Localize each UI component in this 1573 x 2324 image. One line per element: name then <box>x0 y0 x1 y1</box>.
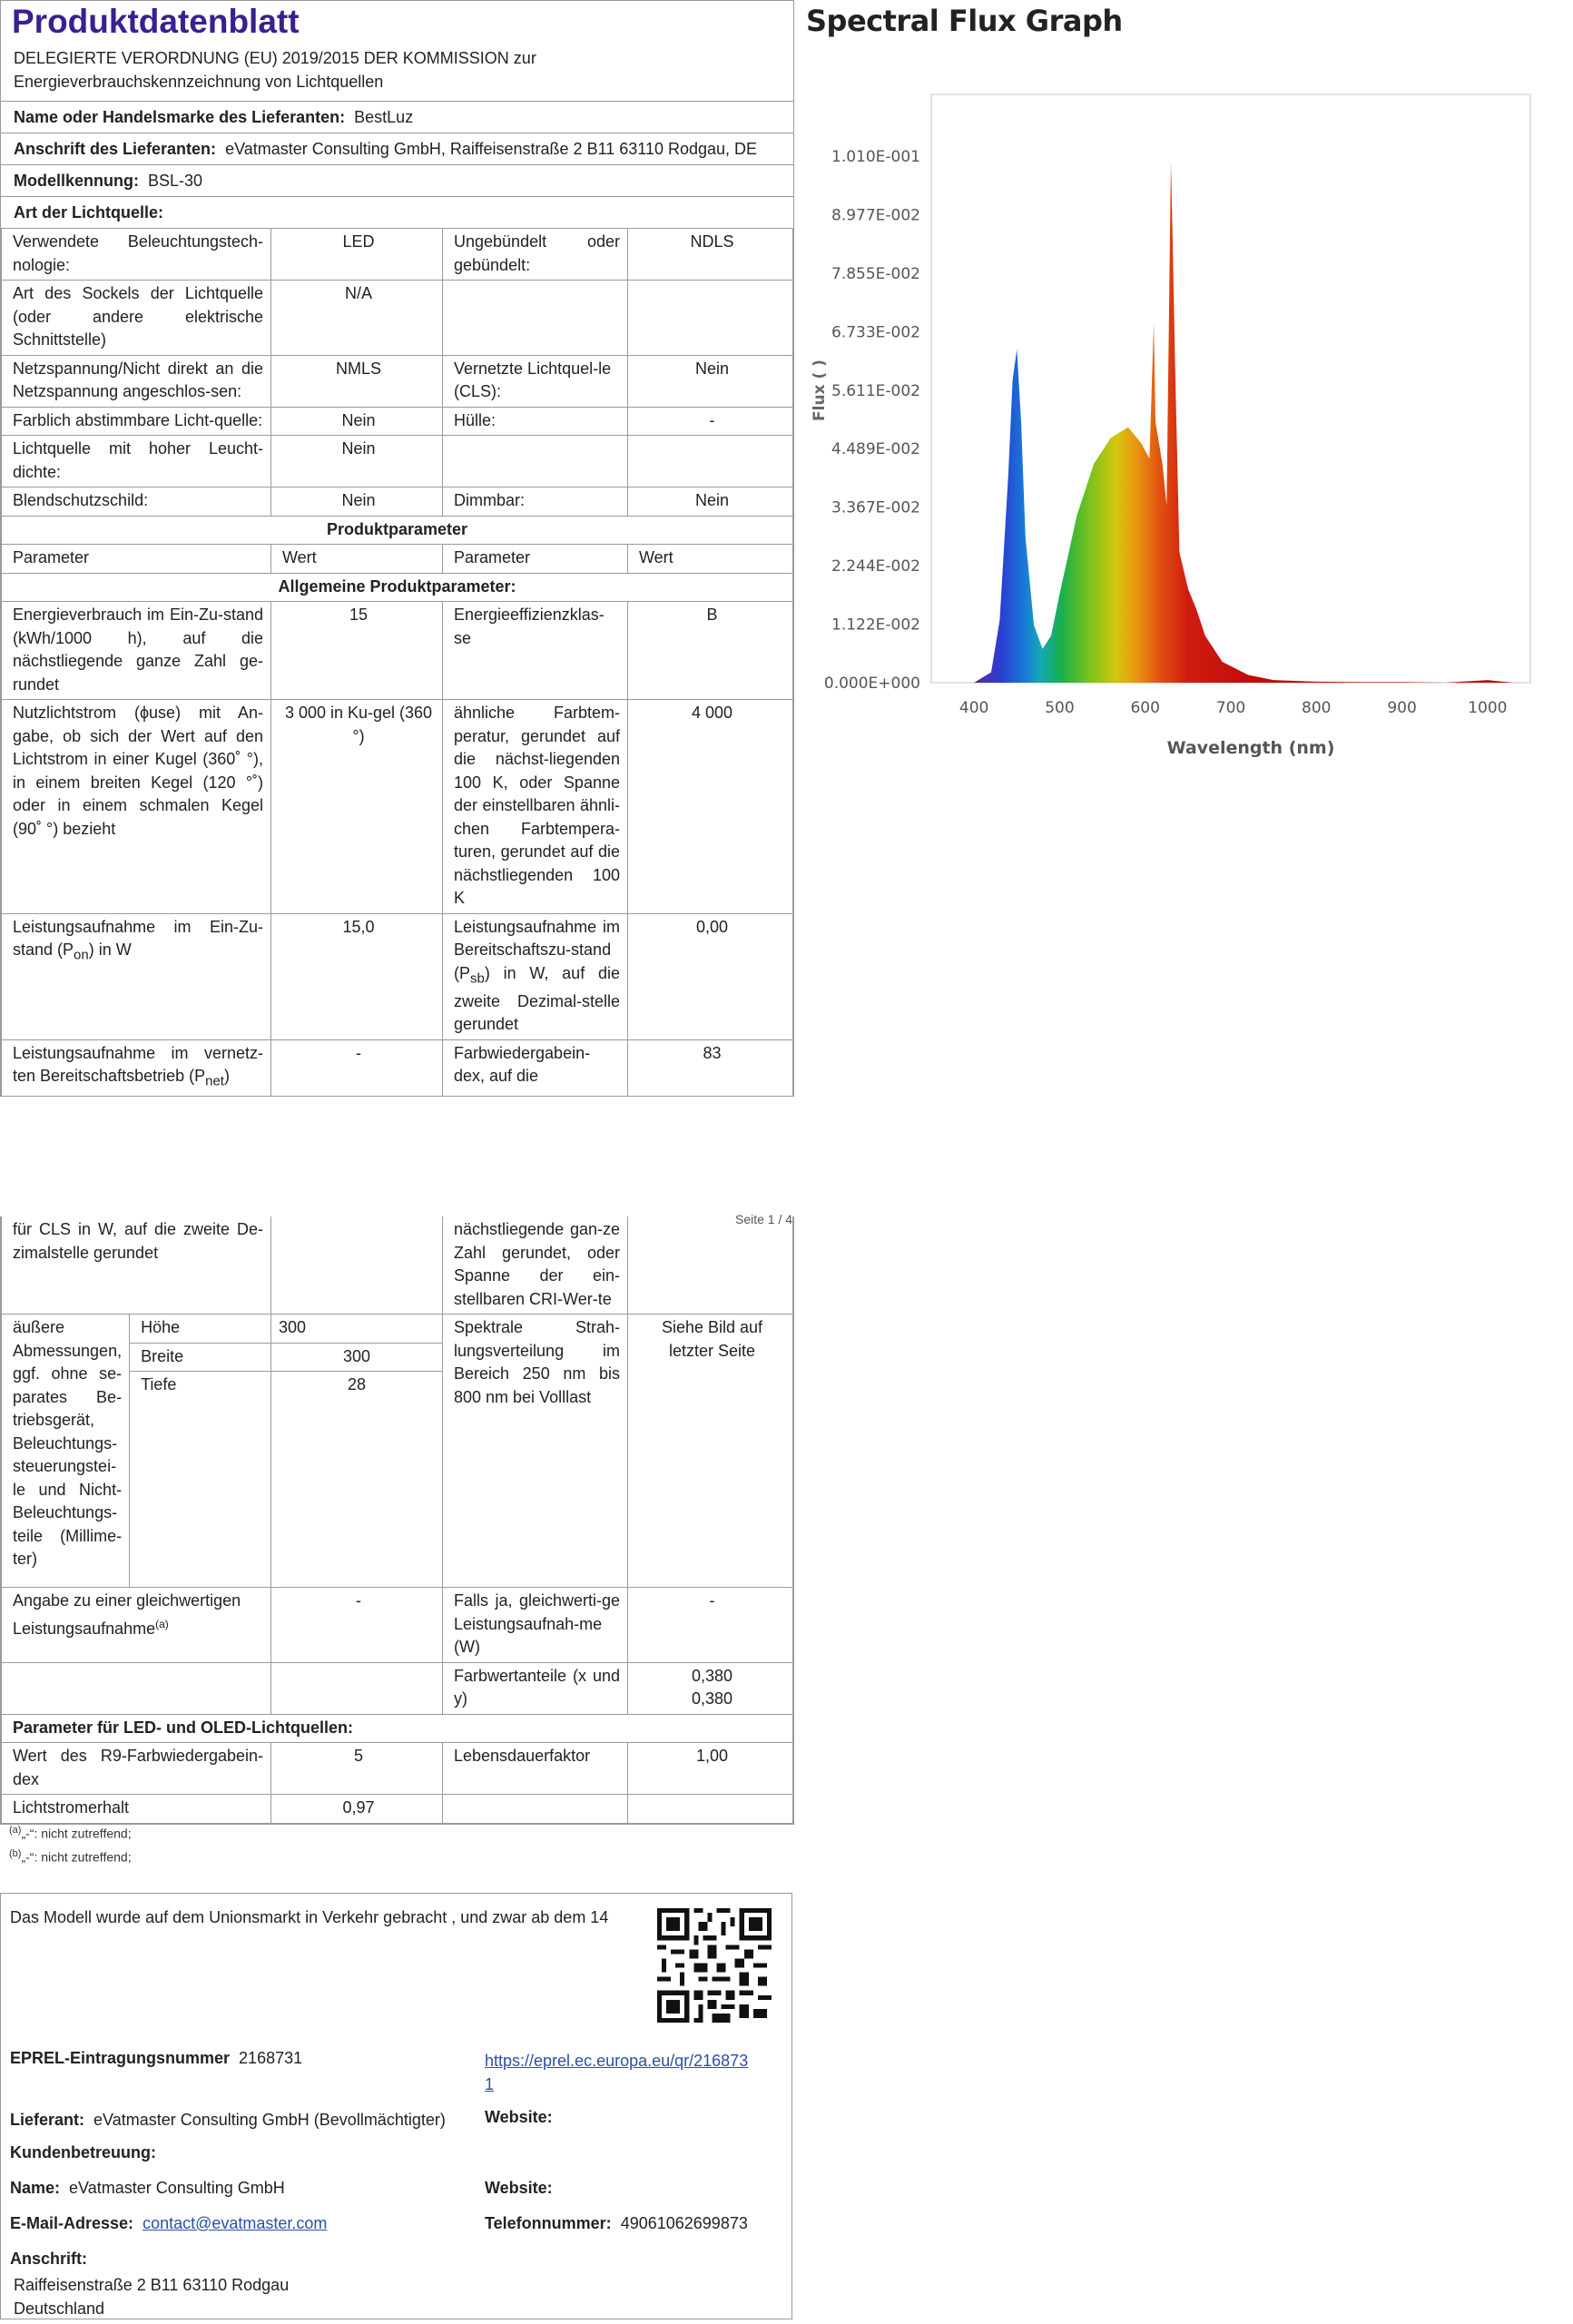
y-tick-label: 3.367E-002 <box>831 498 920 517</box>
support-name: eVatmaster Consulting GmbH <box>69 2179 285 2197</box>
product-datasheet <box>0 0 794 1097</box>
table-row: Farbwertanteile (x und y) 0,380 0,380 <box>2 1662 793 1714</box>
table-row: Leistungsaufnahme im vernetz-ten Bereitschaftsbetrieb $(P_{net})$ - Farbwiedergabein-dex, auf die 83 <box>2 1039 793 1097</box>
table-row: Lichtstromerhalt 0,97 <box>2 1795 793 1824</box>
y-tick-label: 4.489E-002 <box>831 440 920 459</box>
supplier-address: eVatmaster Consulting GmbH, Raiffeisenstraße 2 B11 63110 Rodgau, DE <box>225 140 758 158</box>
width-value: 300 <box>271 1344 442 1373</box>
table-row: Blendschutzschild: Nein Dimmbar: Nein <box>2 487 793 517</box>
product-params-header: Produktparameter <box>2 516 793 545</box>
light-source-type-row: Art der Lichtquelle: <box>1 196 793 228</box>
table-header-row: Parameter Wert Parameter Wert <box>2 545 793 574</box>
dimensions-label: äußere Abmessungen, ggf. ohne se-parates Be-triebsgerät, Beleuchtungs-steuerungstei-le und Nicht-Beleuchtungs-teile (Millime-ter) <box>13 1318 123 1568</box>
y-tick-label: 1.122E-002 <box>831 615 920 635</box>
table-row <box>2 516 793 545</box>
led-params-header: Parameter für LED- und OLED-Lichtquellen: <box>2 1714 793 1743</box>
x-tick-label: 400 <box>959 699 989 717</box>
table-row: Nutzlichtstrom (ϕuse) mit An-gabe, ob sich der Wert auf den Lichtstrom in einer Kugel (360˚ °), in einem breiten Kegel (120 °˚) oder in einem schmalen Kegel (90˚ °) bezieht 3 000 in Ku-gel (360 °) ähnliche Farbtem-peratur, gerundet auf die nächst-liegenden 100 K, oder Spanne der einstellbaren ähnli-chen Farbtempera-turen, gerundet auf die nächstliegenden 100 K 4 000 <box>2 700 793 914</box>
dimensions-table: äußere Abmessungen, ggf. ohne se-parates Be-triebsgerät, Beleuchtungs-steuerungstei-le und Nicht-Beleuchtungs-teile (Millime-ter) Höhe Breite Tiefe <box>2 1315 270 1587</box>
table-row: Netzspannung/Nicht direkt an die Netzspannung angeschlos-sen: NMLS Vernetzte Lichtquel-le (CLS): Nein <box>2 355 793 407</box>
depth-value: 28 <box>347 1375 367 1393</box>
y-axis-label: Flux ( ) <box>811 359 829 421</box>
product-datasheet-continued <box>0 1216 794 1825</box>
phone-number: 49061062699873 <box>620 2214 748 2232</box>
y-tick-label: 6.733E-002 <box>831 323 920 342</box>
spectrum-area <box>949 162 1513 683</box>
footnote-a: $^{(a)}$„-“: nicht zutreffend; <box>9 1825 132 1841</box>
y-tick-label: 2.244E-002 <box>831 557 920 576</box>
supplier-address-row: Anschrift des Lieferanten: eVatmaster Consulting GmbH, Raiffeisenstraße 2 B11 63110 Rodgau, DE <box>1 133 793 164</box>
y-tick-label: 7.855E-002 <box>831 264 920 283</box>
supplier-name: BestLuz <box>354 108 414 126</box>
table-row: Art des Sockels der Lichtquelle (oder andere elektrische Schnittstelle) N/A <box>2 281 793 356</box>
x-tick-label: 1000 <box>1468 699 1508 717</box>
table-row: Verwendete Beleuchtungstech-nologie: LED Ungebündelt oder gebündelt: NDLS <box>2 229 793 281</box>
model-id: BSL-30 <box>148 172 203 190</box>
page-title: Produktdatenblatt <box>12 3 300 40</box>
y-tick-label: 5.611E-002 <box>831 381 920 400</box>
supplier-name-row: Name oder Handelsmarke des Lieferanten: BestLuz <box>1 101 793 133</box>
params-table-continued <box>1 1216 793 1824</box>
page-number: Seite 1 / 4 <box>735 1212 793 1226</box>
table-row: Leistungsaufnahme im Ein-Zu-stand $(P_{on})$ in W 15,0 Leistungsaufnahme im Bereitschaftszu-stand $(P_{sb})$ in W, auf die zweite Dezimal-stelle gerundet 0,00 <box>2 913 793 1039</box>
qr-code[interactable] <box>657 1908 772 2023</box>
general-params-header: Allgemeine Produktparameter: <box>2 573 793 602</box>
light-source-table <box>1 228 793 1097</box>
chart-title: Spectral Flux Graph <box>806 4 1123 38</box>
table-row: Lichtquelle mit hoher Leucht-dichte: Nein <box>2 436 793 487</box>
x-tick-label: 900 <box>1387 699 1417 717</box>
email-link[interactable]: contact@evatmaster.com <box>143 2214 328 2232</box>
market-text: Das Modell wurde auf dem Unionsmarkt in Verkehr gebracht , und zwar ab dem 14 <box>10 1908 609 1926</box>
regulation-subtitle: DELEGIERTE VERORDNUNG (EU) 2019/2015 DER KOMMISSION zur Energieverbrauchskennzeichnung von Lichtquellen <box>14 49 536 91</box>
footnote-b: $^{(b)}$„-“: nicht zutreffend; <box>9 1848 132 1865</box>
y-tick-label: 1.010E-001 <box>831 148 920 166</box>
eprel-number: 2168731 <box>239 2049 303 2067</box>
table-row: Angabe zu einer gleichwertigen Leistungsaufnahme$^{(a)}$ - Falls ja, gleichwerti-ge Leistungsaufnah-me (W) - <box>2 1588 793 1663</box>
height-value: 300 <box>271 1315 442 1344</box>
spectral-flux-chart <box>808 91 1552 763</box>
x-tick-label: 700 <box>1215 699 1246 717</box>
table-row <box>2 573 793 602</box>
table-row <box>2 1714 793 1743</box>
model-row: Modellkennung: BSL-30 <box>1 164 793 196</box>
supplier-value: eVatmaster Consulting GmbH (Bevollmächtigter) <box>93 2111 446 2129</box>
table-row: Wert des R9-Farbwiedergabein-dex 5 Lebensdauerfaktor 1,00 <box>2 1743 793 1795</box>
support-address: Raiffeisenstraße 2 B11 63110 Rodgau Deutschland <box>14 2276 290 2318</box>
table-row: äußere Abmessungen, ggf. ohne se-parates Be-triebsgerät, Beleuchtungs-steuerungstei-le und Nicht-Beleuchtungs-teile (Millime-ter) Höhe Breite Tiefe 300 300 28 Spektrale Strah-lungsverteilung im Bereich 250 nm bis 800 nm bei Volllast Siehe Bild auf letzter Seite <box>2 1315 793 1588</box>
y-tick-label: 0.000E+000 <box>823 675 920 693</box>
eprel-footer: Das Modell wurde auf dem Unionsmarkt in Verkehr gebracht , und zwar ab dem 14 EPREL-Eintragungsnummer 2168731 https://eprel.ec.europa.eu/qr/2168731 Lieferant: eVatmaster Consulting GmbH (Bevollmächtigter) Website: Kundenbetreuung: Name: eVatmaster Consulting GmbH Website: E-Mail-Adresse: contact@evatmaster.com Telefonnummer: 49061062699873 Anschrift: Raiffeisenstraße 2 B11 63110 Rodgau Deutschland <box>0 1893 792 2319</box>
y-tick-label: 8.977E-002 <box>831 206 920 225</box>
x-tick-label: 500 <box>1045 699 1075 717</box>
x-tick-label: 800 <box>1302 699 1332 717</box>
table-row: Farblich abstimmbare Licht-quelle: Nein Hülle: - <box>2 407 793 436</box>
table-row: für CLS in W, auf die zweite De-zimalstelle gerundet nächstliegende gan-ze Zahl gerundet, oder Spanne der ein-stellbaren CRI-Wer-te <box>2 1216 793 1315</box>
x-tick-label: 600 <box>1130 699 1160 717</box>
table-row: Energieverbrauch im Ein-Zu-stand (kWh/1000 h), auf die nächstliegende ganze Zahl ge-rundet 15 Energieeffizienzklas-se B <box>2 602 793 700</box>
eprel-link[interactable]: https://eprel.ec.europa.eu/qr/2168731 <box>485 2052 749 2093</box>
x-axis-label: Wavelength (nm) <box>1166 738 1335 758</box>
